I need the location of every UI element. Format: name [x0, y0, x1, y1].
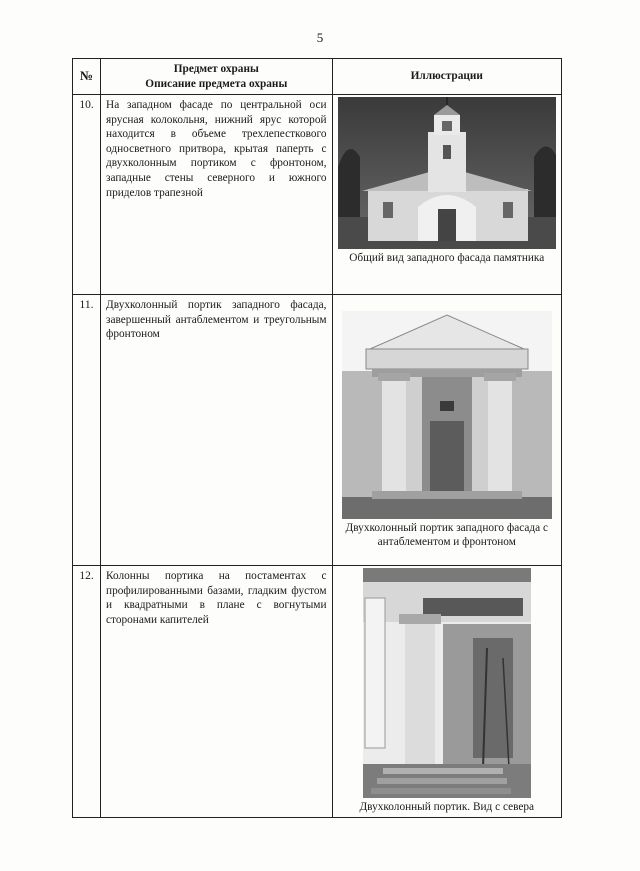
table-header-row	[73, 59, 562, 95]
row-number: 10.	[73, 95, 101, 295]
portico-west-facade-photo	[342, 311, 552, 519]
church-west-facade-photo	[338, 97, 556, 249]
row-description: На западном фасаде по центральной оси ярусная колокольня, нижний ярус которой находится в объеме трехлепесткового односветного притвора, крытая паперть с двухколонным портиком с фронтоном, западные стены северного и южного приделов трапезной	[101, 95, 332, 295]
row-illustration	[332, 95, 561, 295]
table-row	[73, 295, 562, 566]
illustration-caption: Двухколонный портик западного фасада с антаблементом и фронтоном	[345, 522, 548, 548]
illustration-caption: Общий вид западного фасада памятника	[349, 252, 545, 264]
row-illustration	[332, 566, 561, 818]
row-description: Двухколонный портик западного фасада, завершенный антаблементом и треугольным фронтоном	[101, 295, 332, 566]
header-number: №	[73, 59, 101, 95]
page-number: 5	[316, 30, 324, 45]
row-description: Колонны портика на постаментах с профилированными базами, гладким фустом и квадратными в плане с вогнутыми сторонами капителей	[101, 566, 332, 818]
portico-north-view-photo	[363, 568, 531, 798]
header-subject-title: Предмет охраны	[173, 62, 259, 75]
header-subject	[101, 59, 332, 95]
protection-table	[72, 58, 562, 818]
row-number: 12.	[73, 566, 101, 818]
table-row	[73, 95, 562, 295]
header-illustrations: Иллюстрации	[332, 59, 561, 95]
table-row	[73, 566, 562, 818]
row-illustration	[332, 295, 561, 566]
header-subject-description: Описание предмета охраны	[145, 77, 288, 90]
illustration-caption: Двухколонный портик. Вид с севера	[359, 801, 535, 813]
row-number: 11.	[73, 295, 101, 566]
